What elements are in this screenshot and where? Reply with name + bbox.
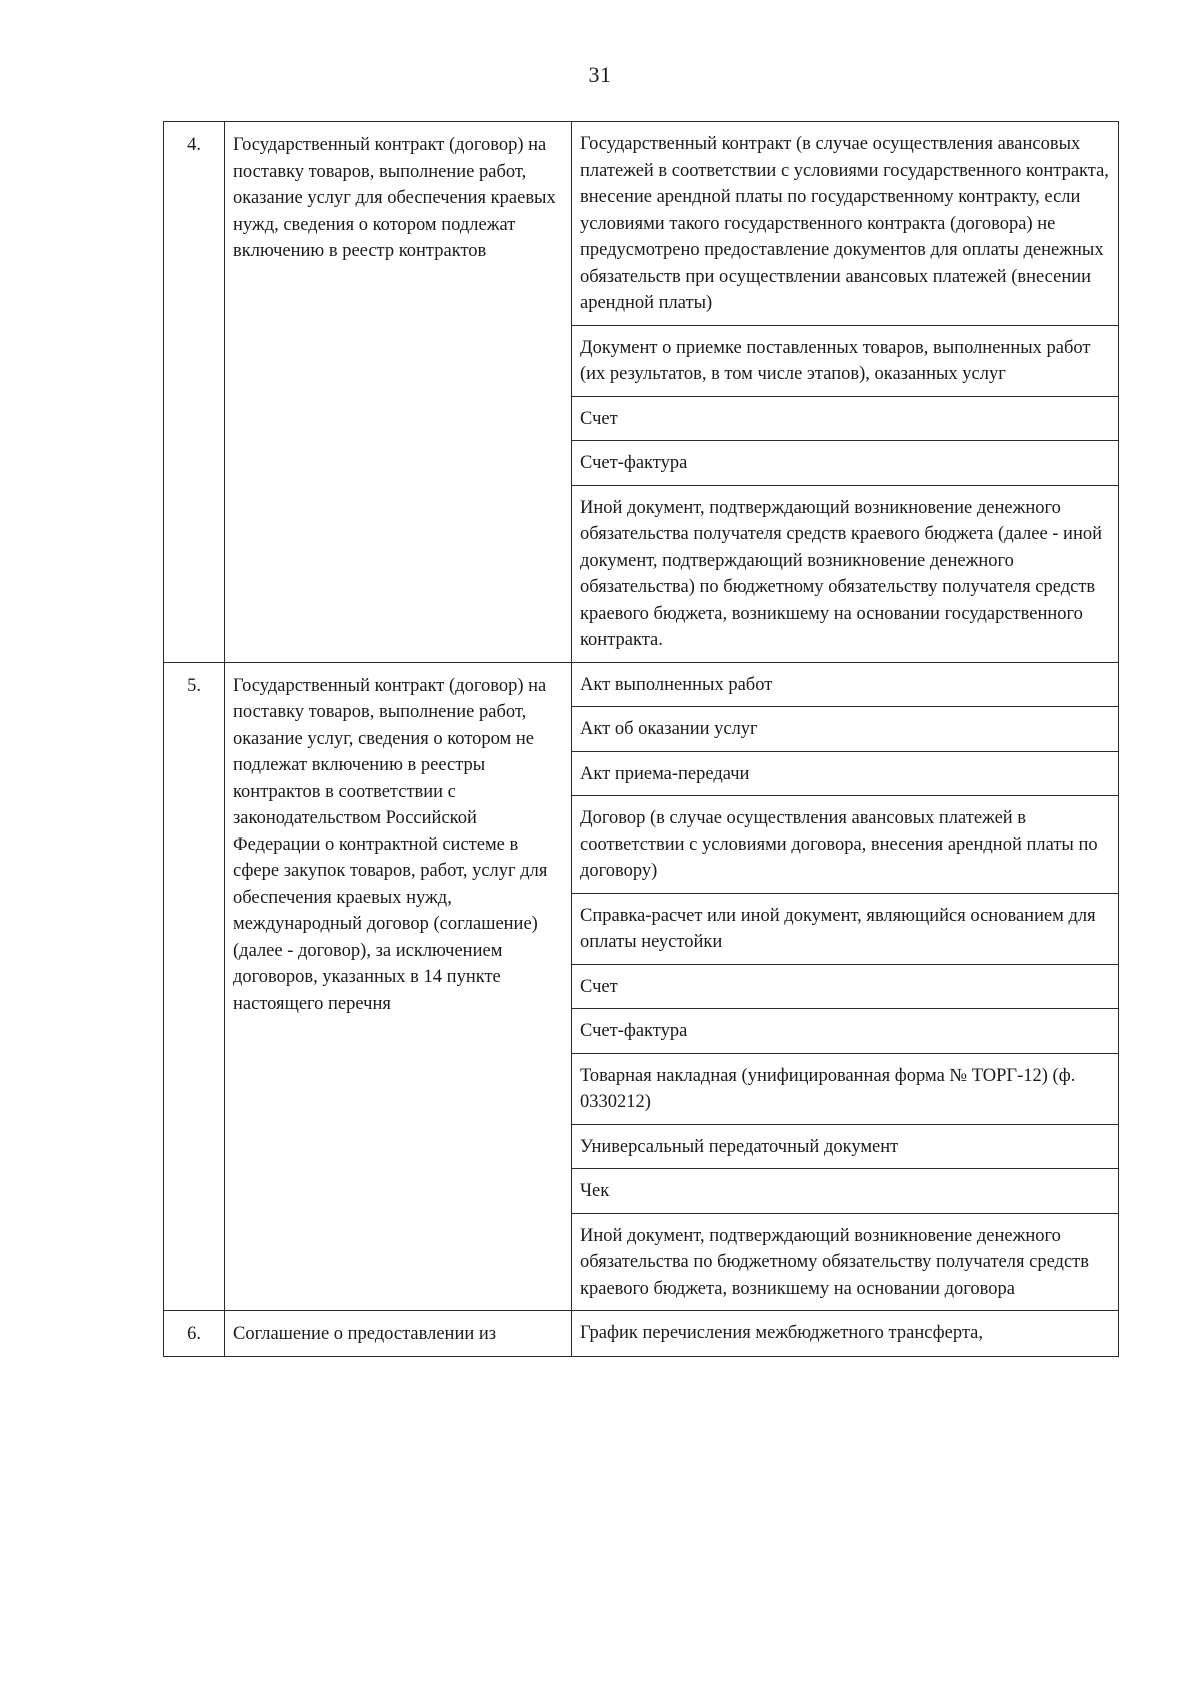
row-number: 4. [164, 122, 225, 663]
document-item: Универсальный передаточный документ [572, 1124, 1119, 1169]
document-item: Счет-фактура [572, 441, 1119, 486]
document-item: Иной документ, подтверждающий возникновение денежного обязательства по бюджетному обязательству получателя средств краевого бюджета, возникшему на основании договора [572, 1213, 1119, 1311]
documents-table [163, 121, 1119, 1357]
table-row [164, 1311, 1119, 1357]
table-row [164, 662, 1119, 707]
document-item: Государственный контракт (в случае осуществления авансовых платежей в соответствии с условиями государственного контракта, внесение арендной платы по государственному контракту, если условиями такого государственного контракта (договора) не предусмотрено предоставление документов для оплаты денежных обязательств при осуществлении авансовых платежей (внесении арендной платы) [572, 122, 1119, 326]
row-description: Соглашение о предоставлении из [225, 1311, 572, 1357]
document-item: Счет-фактура [572, 1009, 1119, 1054]
document-item: Товарная накладная (унифицированная форма № ТОРГ-12) (ф. 0330212) [572, 1053, 1119, 1124]
row-description: Государственный контракт (договор) на поставку товаров, выполнение работ, оказание услуг для обеспечения краевых нужд, сведения о котором подлежат включению в реестр контрактов [225, 122, 572, 663]
document-item: Справка-расчет или иной документ, являющийся основанием для оплаты неустойки [572, 893, 1119, 964]
row-description: Государственный контракт (договор) на поставку товаров, выполнение работ, оказание услуг, сведения о котором не подлежат включению в реестры контрактов в соответствии с законодательством Российской Федерации о контрактной системе в сфере закупок товаров, работ, услуг для обеспечения краевых нужд, международный договор (соглашение) (далее - договор), за исключением договоров, указанных в 14 пункте настоящего перечня [225, 662, 572, 1311]
document-item: Счет [572, 396, 1119, 441]
document-item: Иной документ, подтверждающий возникновение денежного обязательства получателя средств краевого бюджета (далее - иной документ, подтверждающий возникновение денежного обязательства) по бюджетному обязательству получателя средств краевого бюджета, возникшему на основании государственного контракта. [572, 485, 1119, 662]
row-number: 6. [164, 1311, 225, 1357]
document-item: Акт об оказании услуг [572, 707, 1119, 752]
document-item: Акт выполненных работ [572, 662, 1119, 707]
row-number: 5. [164, 662, 225, 1311]
document-item: Чек [572, 1169, 1119, 1214]
page-number: 31 [588, 62, 612, 87]
document-item: График перечисления межбюджетного трансферта, [572, 1311, 1119, 1357]
document-item: Счет [572, 964, 1119, 1009]
table-row [164, 122, 1119, 326]
document-item: Документ о приемке поставленных товаров, выполненных работ (их результатов, в том числе этапов), оказанных услуг [572, 325, 1119, 396]
document-item: Договор (в случае осуществления авансовых платежей в соответствии с условиями договора, внесения арендной платы по договору) [572, 796, 1119, 894]
document-item: Акт приема-передачи [572, 751, 1119, 796]
